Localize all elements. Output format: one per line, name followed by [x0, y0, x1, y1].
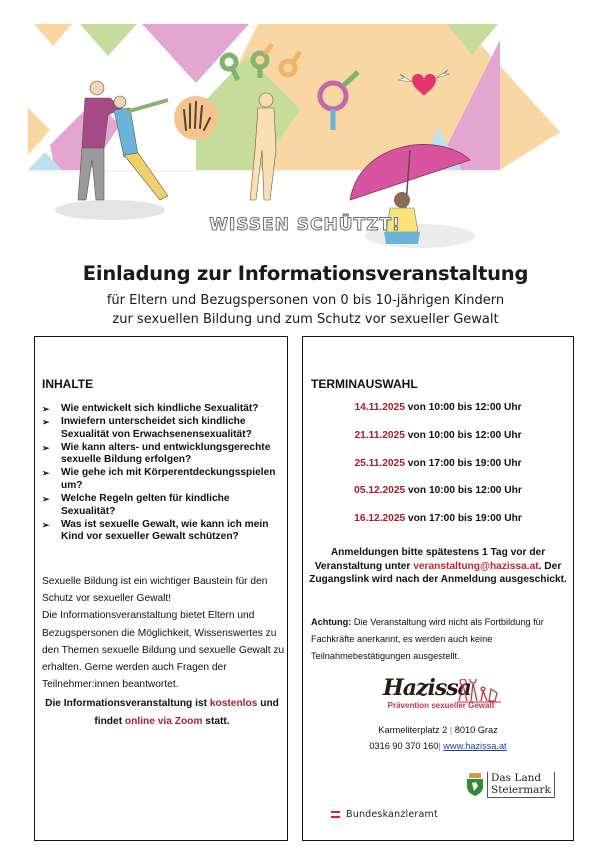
date-option: 25.11.2025 von 17:00 bis 19:00 Uhr	[354, 457, 522, 469]
intro-line-1: Sexuelle Bildung ist ein wichtiger Baustein für den Schutz vor sexueller Gewalt!	[42, 576, 268, 605]
date-option: 21.11.2025 von 10:00 bis 12:00 Uhr	[354, 429, 522, 441]
page-subtitle-line2: zur sexuellen Bildung und zum Schutz vor sexueller Gewalt	[112, 312, 499, 327]
intro-paragraph	[42, 573, 286, 693]
logo-wordmark: Hazissa	[383, 675, 471, 701]
list-item: ➢ Inwiefern unterscheidet sich kindliche Sexualität von Erwachsenensexualität?	[42, 416, 252, 440]
date-value: 14.11.2025	[354, 402, 405, 413]
free-online-note: Die Informationsveranstaltung ist kostenlos und findet online via Zoom statt.	[45, 698, 279, 727]
date-value: 16.12.2025	[354, 513, 406, 525]
date-option: 05.12.2025 von 10:00 bis 12:00 Uhr	[354, 485, 522, 497]
arrow-bullet-icon: ➢	[42, 404, 50, 414]
online-zoom-highlight: online via Zoom	[124, 716, 203, 727]
list-item: ➢ Wie gehe ich mit Körperentdeckungsspielen um?	[42, 467, 276, 492]
date-option: 14.11.2025 von 10:00 bis 12:00 Uhr	[354, 402, 522, 413]
date-value: 25.11.2025	[354, 457, 405, 469]
slogan-text: WISSEN SCHÜTZT!	[209, 215, 401, 235]
arrow-bullet-icon: ➢	[42, 417, 50, 428]
steiermark-logo	[466, 772, 555, 798]
bundeskanzleramt-label: Bundeskanzleramt	[346, 809, 438, 820]
date-value: 05.12.2025	[354, 485, 406, 497]
city: 8010 Graz	[454, 725, 498, 735]
steiermark-label: Das Land Steiermark	[487, 772, 555, 798]
list-item: ➢ Welche Regeln gelten für kindliche Sexualität?	[42, 493, 230, 517]
bundeskanzleramt-logo	[331, 809, 438, 820]
arrow-bullet-icon: ➢	[42, 494, 50, 505]
certification-notice: Achtung: Die Veranstaltung wird nicht als Fortbildung für Fachkräfte anerkannt, es werden auch keine Teilnahmebestätigungen ausgestellt.	[311, 617, 544, 661]
contact-address: Karmeliterplatz 2 | 8010 Graz 0316 90 370 160| www.hazissa.at	[369, 725, 507, 751]
arrow-bullet-icon: ➢	[42, 519, 50, 530]
content-box	[34, 336, 288, 841]
website-link[interactable]: www.hazissa.at	[443, 740, 507, 751]
austria-flag-icon	[331, 811, 340, 818]
logo-tagline: Prävention sexueller Gewalt	[387, 701, 495, 710]
hazissa-logo	[379, 677, 503, 717]
list-item: ➢ Was ist sexuelle Gewalt, wie kann ich mein Kind vor sexueller Gewalt schützen?	[42, 518, 269, 543]
date-selection-heading: TERMINAUSWAHL	[311, 377, 418, 391]
page-title: Einladung zur Informationsveranstaltung	[82, 262, 529, 285]
header-illustration	[0, 0, 611, 258]
list-item: ➢ Wie kann alters- und entwicklungsgerechte sexuelle Bildung erfolgen?	[42, 441, 271, 466]
intro-line-2: Die Informationsveranstaltung bietet Eltern und Bezugspersonen die Möglichkeit, Wissenswertes zu den Themen sexuelle Bildung und sexuelle Gewalt zu erhalten. Gerne werden auch Fragen der Teilnehmer:innen beantwortet.	[42, 610, 285, 691]
free-highlight: kostenlos	[209, 698, 258, 709]
registration-info: Anmeldungen bitte spätestens 1 Tag vor der Veranstaltung unter veranstaltung@hazissa.at. Der Zugangslink wird nach der Anmeldung ausgeschickt.	[309, 547, 567, 585]
date-option: 16.12.2025 von 17:00 bis 19:00 Uhr	[354, 513, 522, 525]
list-item: ➢ Wie entwickelt sich kindliche Sexualität?	[42, 403, 259, 414]
phone-number: 0316 90 370 160	[369, 740, 439, 751]
stop-hand-icon	[174, 96, 218, 140]
street-address: Karmeliterplatz 2	[378, 725, 448, 735]
date-value: 21.11.2025	[354, 429, 405, 441]
steiermark-crest-icon	[466, 773, 484, 797]
family-figures-icon	[457, 679, 501, 703]
contents-heading: INHALTE	[42, 377, 94, 391]
arrow-bullet-icon: ➢	[42, 468, 50, 479]
dates-box	[302, 336, 574, 841]
notice-label: Achtung:	[311, 617, 352, 627]
page-subtitle-line1: für Eltern und Bezugspersonen von 0 bis 10-jährigen Kindern	[106, 293, 505, 308]
registration-email-link[interactable]: veranstaltung@hazissa.at	[413, 560, 539, 572]
question-list	[41, 403, 285, 545]
child-figure-left	[114, 96, 168, 200]
date-list	[303, 401, 573, 540]
arrow-bullet-icon: ➢	[42, 442, 50, 453]
